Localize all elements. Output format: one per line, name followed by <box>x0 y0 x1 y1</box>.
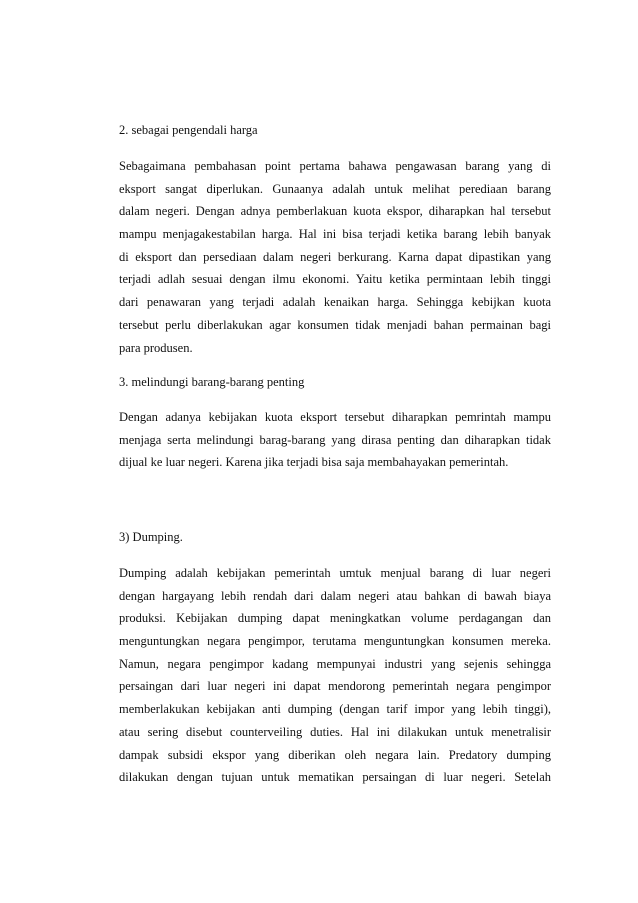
paragraph-line: eksport sangat diperlukan. Gunaanya adalah untuk melihat perediaan barang <box>119 181 551 196</box>
dumping-paragraph <box>119 562 551 789</box>
paragraph-line: dengan hargayang lebih rendah dari dalam negeri atau bahkan di bawah biaya <box>119 588 551 603</box>
paragraph-line: menguntungkan negara pengimpor, terutama menguntungkan konsumen mereka. <box>119 634 551 649</box>
paragraph-line: di eksport dan persediaan dalam negeri berkurang. Karna dapat dipastikan yang <box>119 249 551 264</box>
paragraph-line: memberlakukan kebijakan anti dumping (dengan tarif impor yang lebih tinggi), <box>119 702 551 717</box>
paragraph-line: dalam negeri. Dengan adnya pemberlakuan kuota ekspor, diharapkan hal tersebut <box>119 204 551 219</box>
paragraph-line: Dumping adalah kebijakan pemerintah umtuk menjual barang di luar negeri <box>119 566 551 580</box>
paragraph-line: para produsen. <box>119 340 193 355</box>
paragraph-line: Namun, negara pengimpor kadang mempunyai industri yang sejenis sehingga <box>119 656 551 671</box>
paragraph-line: Dengan adanya kebijakan kuota eksport tersebut diharapkan pemrintah mampu <box>119 410 551 424</box>
paragraph-line: menjaga serta melindungi barag-barang yang dirasa penting dan diharapkan tidak <box>119 432 551 447</box>
paragraph-line: Sebagaimana pembahasan point pertama bahawa pengawasan barang yang di <box>119 159 551 173</box>
paragraph-line: dilakukan dengan tujuan untuk mematikan persaingan di luar negeri. Setelah <box>119 770 551 785</box>
section-2-paragraph <box>119 155 551 359</box>
paragraph-line: dijual ke luar negeri. Karena jika terjadi bisa saja membahayakan pemerintah. <box>119 455 509 470</box>
section-heading-3: 3. melindungi barang-barang penting <box>119 375 305 389</box>
paragraph-line: produksi. Kebijakan dumping dapat meningkatkan volume perdagangan dan <box>119 611 551 626</box>
section-heading-dumping: 3) Dumping. <box>119 530 183 544</box>
paragraph-line: dari penawaran yang terjadi adalah kenaikan harga. Sehingga kebijkan kuota <box>119 295 551 310</box>
paragraph-line: tersebut perlu diberlakukan agar konsumen tidak menjadi bahan permainan bagi <box>119 317 551 332</box>
paragraph-line: terjadi adlah sesuai dengan ilmu ekonomi. Yaitu ketika permintaan lebih tinggi <box>119 272 551 287</box>
paragraph-line: atau sering disebut counterveiling duties. Hal ini dilakukan untuk menetralisir <box>119 724 551 739</box>
paragraph-line: persaingan dari luar negeri ini dapat mendorong pemerintah negara pengimpor <box>119 679 551 694</box>
paragraph-line: dampak subsidi ekspor yang diberikan oleh negara lain. Predatory dumping <box>119 747 551 762</box>
section-heading-2: 2. sebagai pengendali harga <box>119 123 258 137</box>
section-3-paragraph <box>119 406 551 474</box>
paragraph-line: mampu menjagakestabilan harga. Hal ini bisa terjadi ketika barang lebih banyak <box>119 227 551 242</box>
